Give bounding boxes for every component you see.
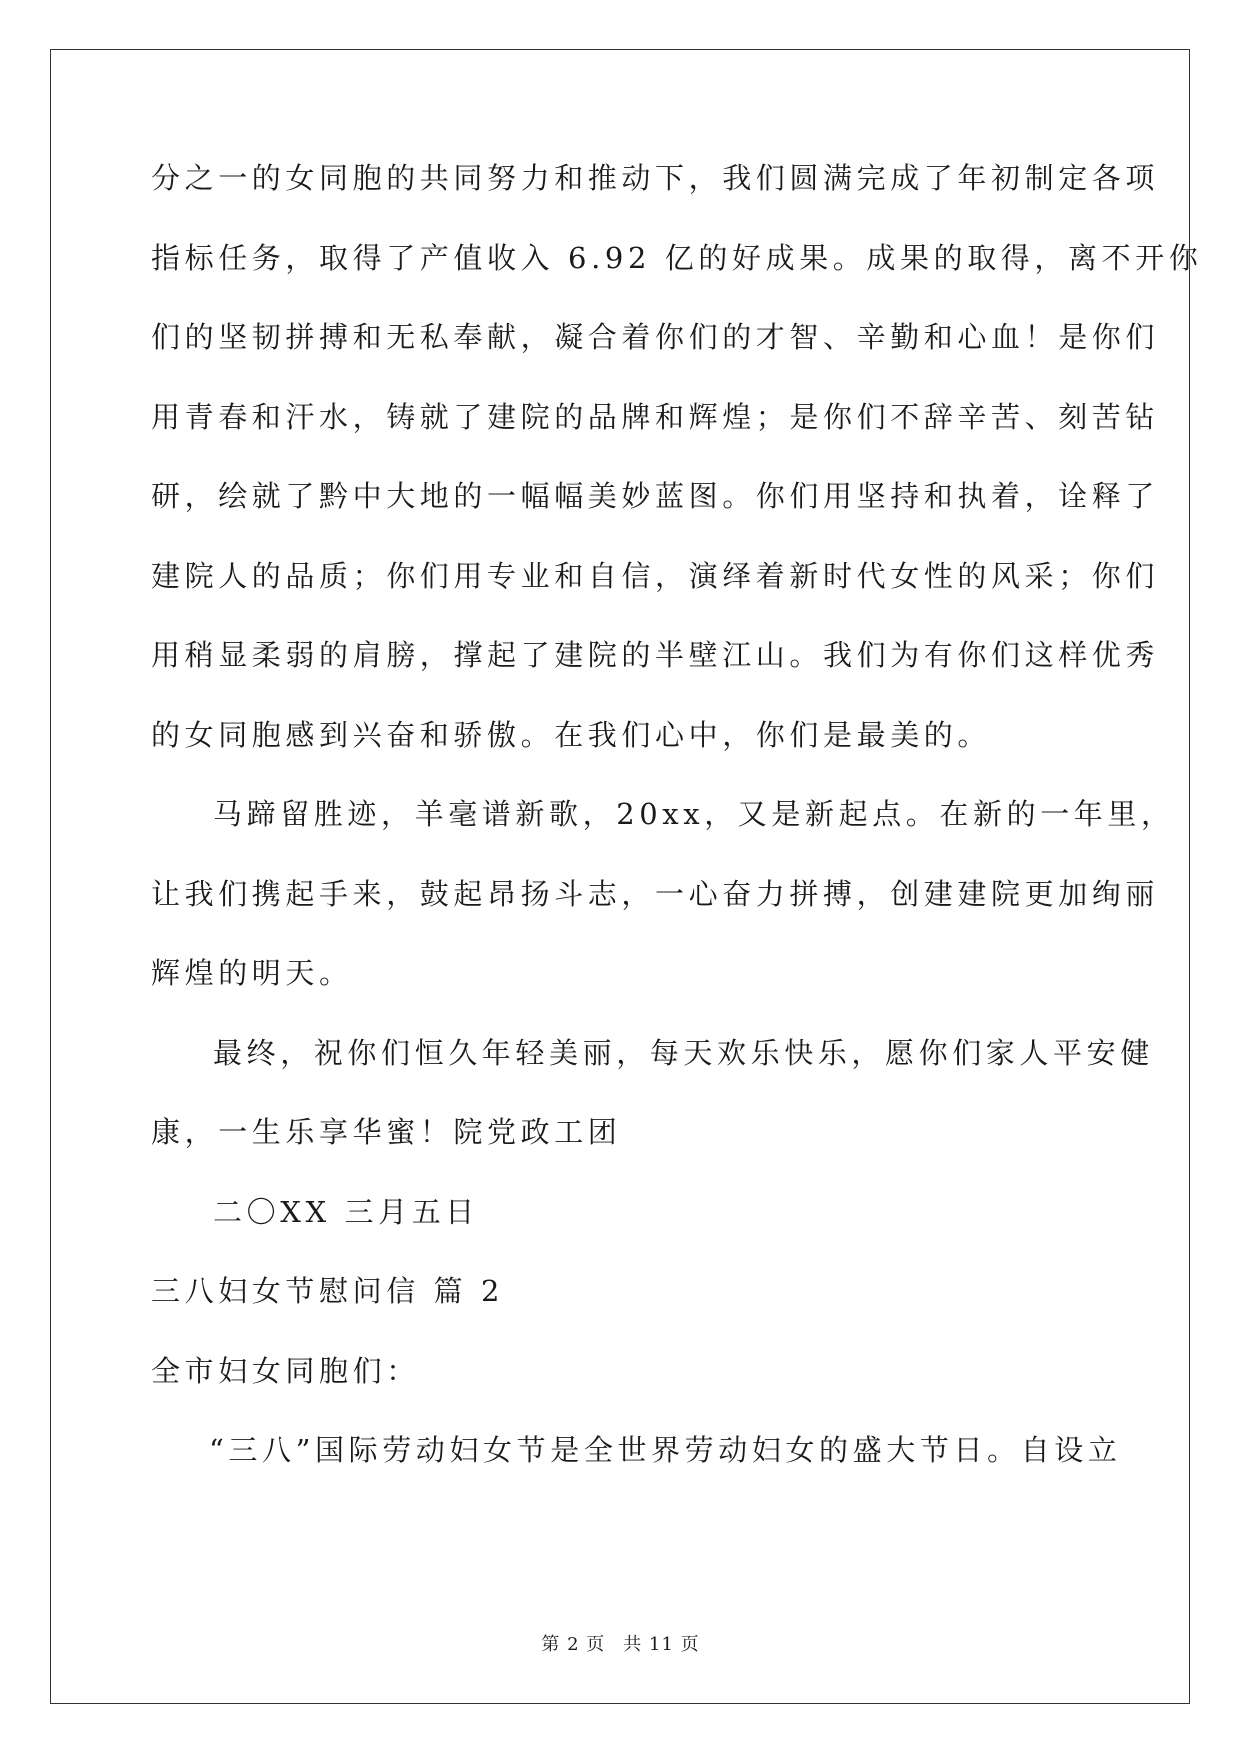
paragraph-start-line: 马蹄留胜迹，羊毫谱新歌，20xx，又是新起点。在新的一年里， (213, 797, 1175, 831)
page-footer (0, 1630, 1241, 1656)
paragraph-start-line: “三八”国际劳动妇女节是全世界劳动妇女的盛大节日。自设立 (209, 1433, 1122, 1467)
text-line: 的女同胞感到兴奋和骄傲。在我们心中，你们是最美的。 (151, 717, 992, 752)
text-line: 让我们携起手来，鼓起昂扬斗志，一心奋力拼搏，创建建院更加绚丽 (151, 876, 1160, 911)
total-pages: 共 11 页 (623, 1634, 700, 1655)
paragraph-start-line: 最终，祝你们恒久年轻美丽，每天欢乐快乐，愿你们家人平安健 (213, 1035, 1154, 1070)
text-line: 们的坚韧拼搏和无私奉献，凝合着你们的才智、辛勤和心血！是你们 (151, 320, 1160, 354)
text-line: 分之一的女同胞的共同努力和推动下，我们圆满完成了年初制定各项 (151, 161, 1160, 195)
text-line: 用稍显柔弱的肩膀，撑起了建院的半壁江山。我们为有你们这样优秀 (151, 638, 1160, 672)
text-line: 研，绘就了黔中大地的一幅幅美妙蓝图。你们用坚持和执着，诠释了 (151, 479, 1160, 513)
text-line: 指标任务，取得了产值收入 6.92 亿的好成果。成果的取得，离不开你 (151, 240, 1203, 275)
page-number: 第 2 页 (541, 1634, 606, 1655)
salutation-line: 全市妇女同胞们： (151, 1353, 420, 1388)
section-heading: 三八妇女节慰问信 篇 2 (151, 1274, 505, 1308)
date-line: 二〇XX 三月五日 (213, 1194, 479, 1229)
text-line: 康，一生乐享华蜜！院党政工团 (151, 1115, 622, 1149)
document-body (151, 158, 1203, 1510)
text-line: 建院人的品质；你们用专业和自信，演绎着新时代女性的风采；你们 (151, 558, 1160, 593)
text-line: 用青春和汗水，铸就了建院的品牌和辉煌；是你们不辞辛苦、刻苦钻 (151, 399, 1160, 434)
text-line: 辉煌的明天。 (151, 956, 353, 990)
